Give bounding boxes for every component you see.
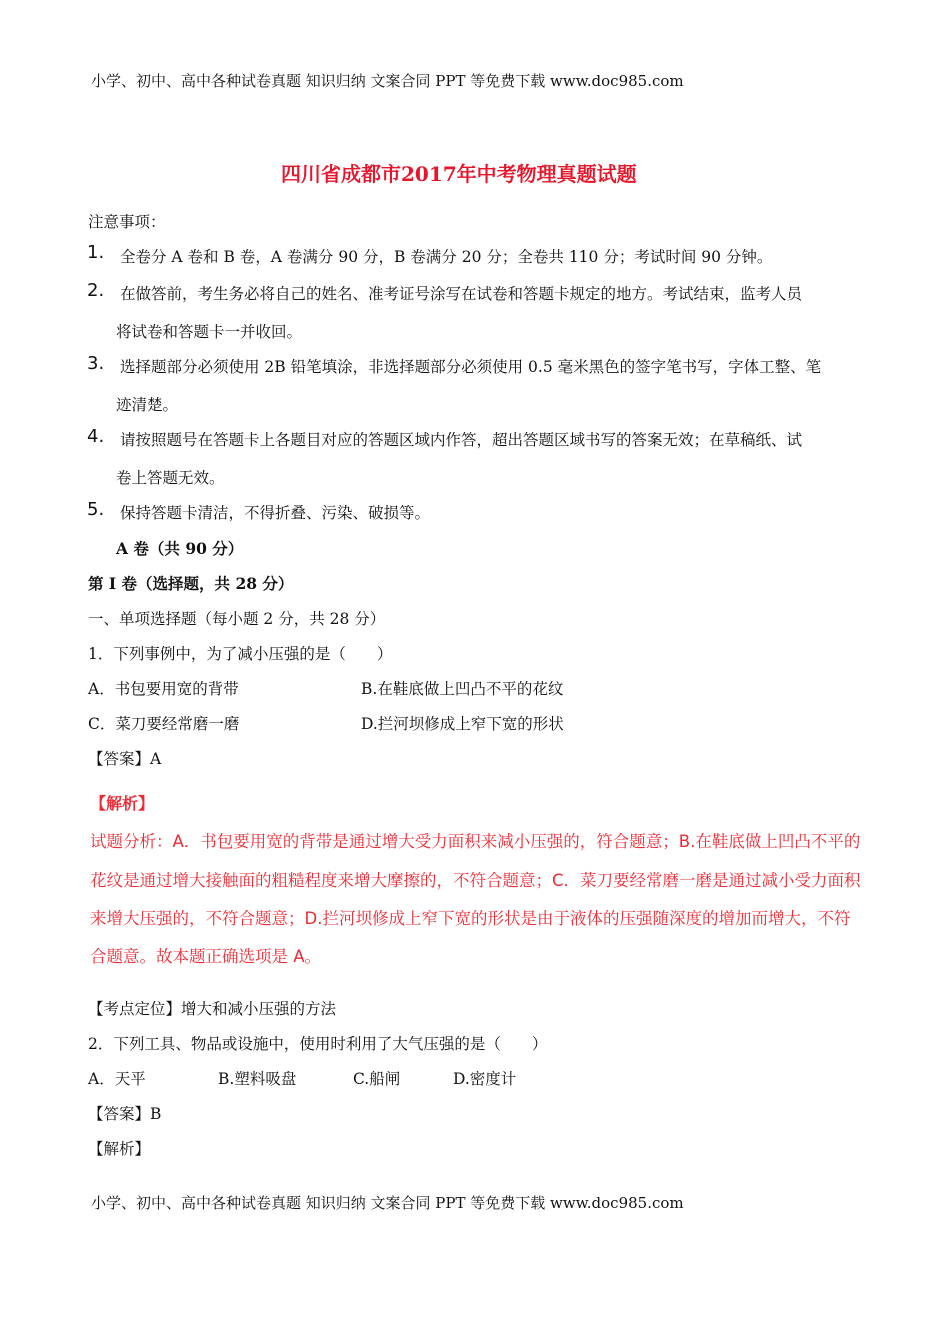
notice-item-text-cont: 迹清楚。 — [116, 396, 179, 414]
page-title: 四川省成都市2017年中考物理真题试题 — [281, 162, 637, 186]
q1-analysis-line: 试题分析：A．书包要用宽的背带是通过增大受力面积来减小压强的，符合题意；B.在鞋底做上凹凸不平的 — [90, 832, 861, 851]
q1-option-c: C．菜刀要经常磨一磨 — [88, 715, 240, 733]
q1-answer: 【答案】A — [88, 750, 162, 768]
q1-kaodian: 【考点定位】增大和减小压强的方法 — [88, 1000, 337, 1018]
part1-subheading: 一、单项选择题（每小题 2 分，共 28 分） — [88, 610, 386, 628]
notice-item-text: 选择题部分必须使用 2B 铅笔填涂，非选择题部分必须使用 0.5 毫米黑色的签字笔书写，字体工整、笔 — [120, 358, 822, 376]
notice-item-number: 2. — [87, 280, 105, 301]
q1-analysis-tag: 【解析】 — [90, 794, 155, 813]
notice-item-number: 3. — [87, 353, 105, 374]
q1-analysis-line: 合题意。故本题正确选项是 A。 — [90, 947, 322, 966]
part1-heading: 第 I 卷（选择题，共 28 分） — [88, 574, 294, 593]
q1-analysis-line: 花纹是通过增大接触面的粗糙程度来增大摩擦的，不符合题意；C．菜刀要经常磨一磨是通过减小受力面积 — [90, 871, 861, 890]
q1-stem: 1．下列事例中，为了减小压强的是（ ） — [88, 645, 393, 663]
section-a-heading: A 卷（共 90 分） — [116, 539, 244, 558]
q2-option-c: C.船闸 — [353, 1070, 401, 1088]
notice-item-number: 5. — [87, 499, 105, 520]
notice-heading: 注意事项： — [88, 213, 166, 231]
q2-answer: 【答案】B — [88, 1105, 162, 1123]
page-footer: 小学、初中、高中各种试卷真题 知识归纳 文案合同 PPT 等免费下载 www.doc985.com — [91, 1194, 684, 1212]
page-header: 小学、初中、高中各种试卷真题 知识归纳 文案合同 PPT 等免费下载 www.doc985.com — [91, 72, 684, 90]
notice-item-text-cont: 将试卷和答题卡一并收回。 — [116, 323, 303, 341]
q2-analysis-tag: 【解析】 — [88, 1140, 151, 1158]
notice-item-text: 全卷分 A 卷和 B 卷，A 卷满分 90 分，B 卷满分 20 分；全卷共 110 分；考试时间 90 分钟。 — [120, 248, 773, 266]
notice-item-text: 保持答题卡清洁，不得折叠、污染、破损等。 — [120, 504, 431, 522]
notice-item-text-cont: 卷上答题无效。 — [116, 469, 225, 487]
q2-option-a: A．天平 — [88, 1070, 146, 1088]
q1-option-b: B.在鞋底做上凹凸不平的花纹 — [361, 680, 564, 698]
q2-option-d: D.密度计 — [453, 1070, 517, 1088]
q1-analysis-line: 来增大压强的，不符合题意；D.拦河坝修成上窄下宽的形状是由于液体的压强随深度的增加而增大，不符 — [90, 909, 851, 928]
notice-item-number: 1. — [87, 242, 105, 263]
q2-option-b: B.塑料吸盘 — [218, 1070, 297, 1088]
q2-stem: 2．下列工具、物品或设施中，使用时利用了大气压强的是（ ） — [88, 1035, 548, 1053]
notice-item-number: 4. — [87, 426, 105, 447]
q1-option-a: A．书包要用宽的背带 — [88, 680, 239, 698]
notice-item-text: 请按照题号在答题卡上各题目对应的答题区域内作答，超出答题区域书写的答案无效；在草稿纸、试 — [120, 431, 803, 449]
q1-option-d: D.拦河坝修成上窄下宽的形状 — [361, 715, 564, 733]
notice-item-text: 在做答前，考生务必将自己的姓名、准考证号涂写在试卷和答题卡规定的地方。考试结束，监考人员 — [120, 285, 803, 303]
